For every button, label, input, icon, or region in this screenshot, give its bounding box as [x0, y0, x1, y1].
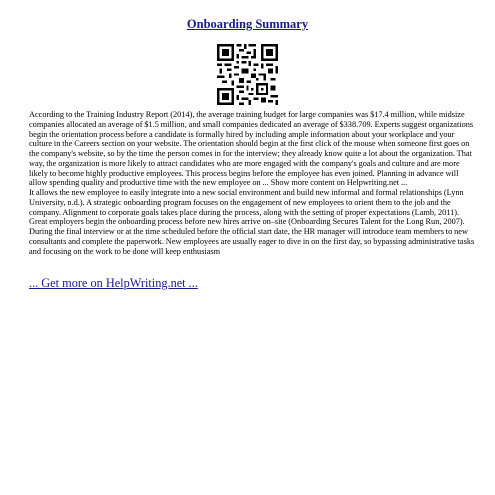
page-title [0, 17, 495, 32]
summary-paragraph-2: It allows the new employee to easily integrate into a new social environment and build new informal and formal relationships (Lynn University, n.d.). A strategic onboarding program focuses on the engagement of new employees to orient them to the job and the company. Alignment to corporate goals takes place during the process, along with the setting of proper expectations (Lamb, 2011). Great employers begin the onboarding process before new hires arrive on–site (Onboarding Secures Talent for the Long Run, 2007). During the final interview or at the time scheduled before the official start date, the HR manager will introduce team members to new consultants and complete the paperwork. New employees are usually eager to dive in on the first day, so bypassing administrative tasks and focusing on the work to be done will keep enthusiasm [29, 188, 475, 256]
summary-paragraph-1: According to the Training Industry Report (2014), the average training budget for large companies was $17.4 million, while midsize companies allocated an average of $1.5 million, and small companies dedicated an average of $338.709. Experts suggest organizations begin the orientation process before a candidate is formally hired by including ample information about your workplace and your culture in the Careers section on your website. The orientation should begin at the first click of the mouse when someone first goes on the company's website, so by the time the person comes in for the interview; they already know quite a lot about the organization. That way, the organization is more likely to attract candidates who are more engaged with the company's goals and culture and are more likely to become highly productive employees. This process begins before the employee has even joined. Planning in advance will allow spending quality and productive time with the new employee on ... Show more content on Helpwriting.net ... [29, 110, 474, 188]
get-more-link-container [29, 276, 198, 291]
get-more-link[interactable]: ... Get more on HelpWriting.net ... [29, 276, 198, 290]
qr-code-icon [217, 44, 278, 105]
title-link[interactable]: Onboarding Summary [186, 17, 309, 31]
summary-body [29, 110, 476, 256]
